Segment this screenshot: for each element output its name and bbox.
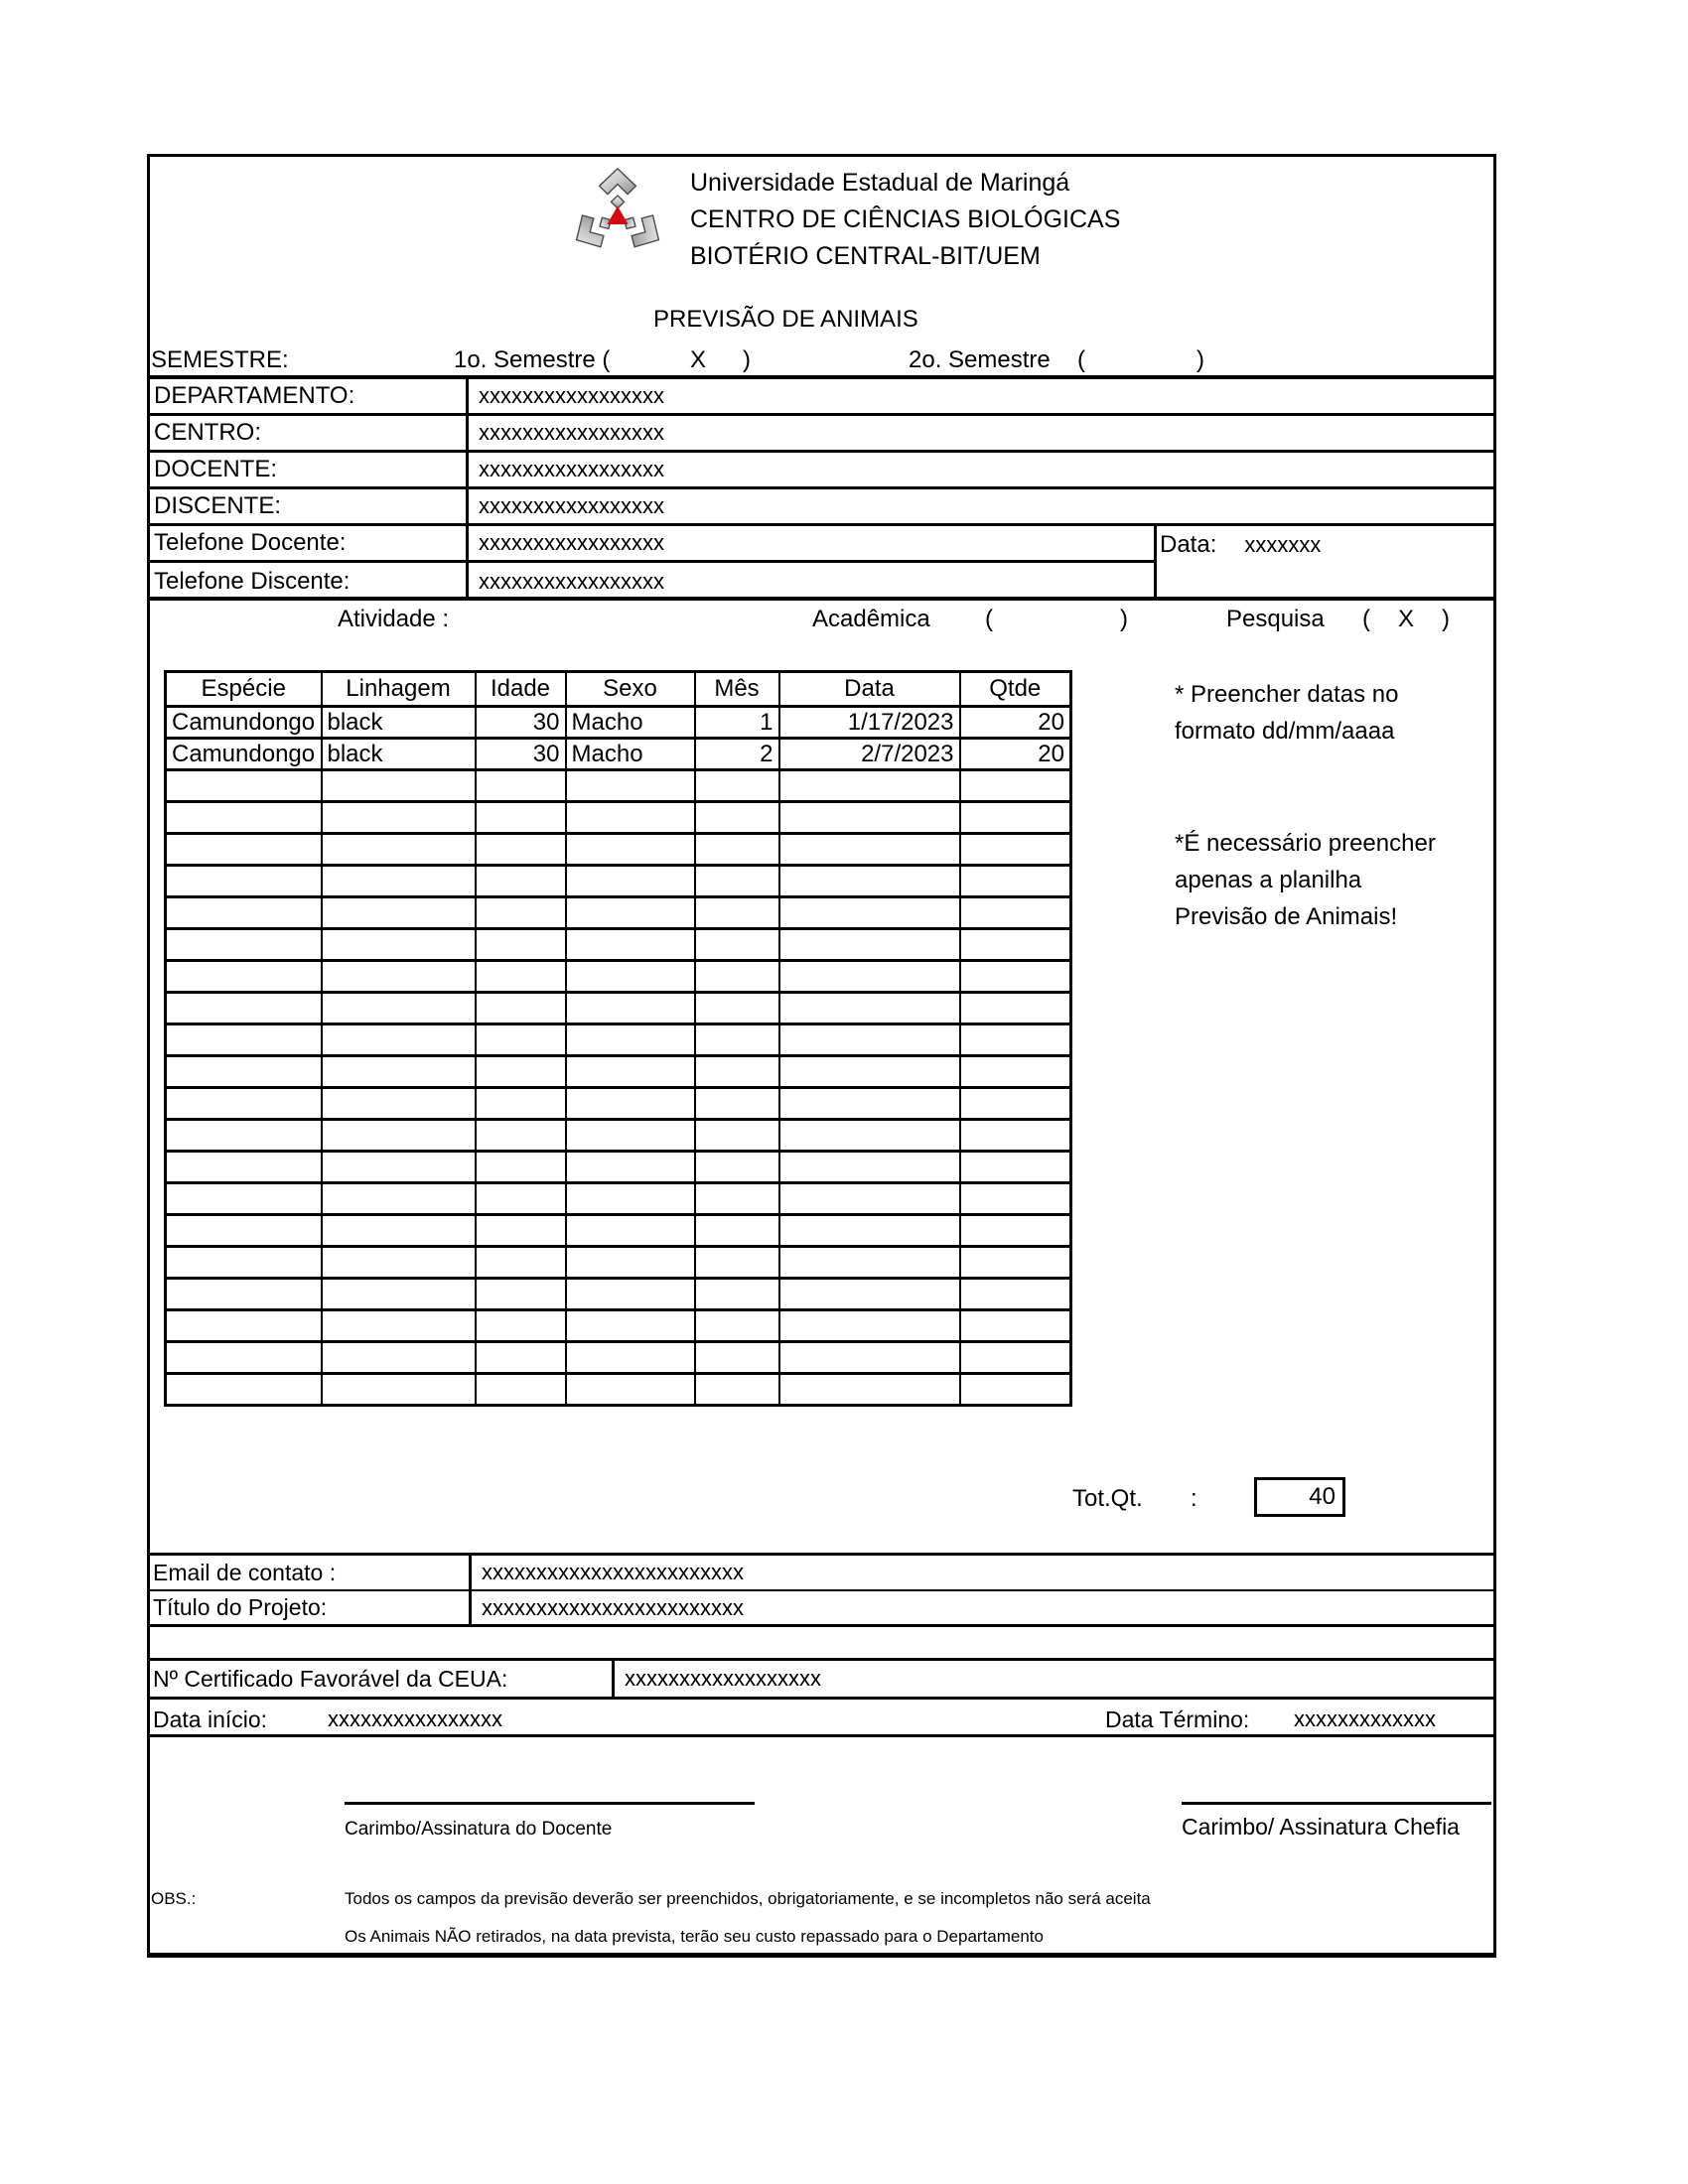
animal-cell[interactable] [566,993,695,1024]
animal-cell[interactable] [960,1152,1071,1183]
animal-cell[interactable] [476,1183,566,1215]
titulo-value[interactable]: xxxxxxxxxxxxxxxxxxxxxxxx [482,1594,744,1620]
animals-header-row [166,672,1071,707]
animal-cell[interactable] [322,1342,476,1374]
row-ceua [147,1661,1496,1700]
pesquisa-open: ( [1362,606,1370,632]
animal-cell[interactable] [322,1056,476,1088]
animal-row [166,834,1071,866]
animal-cell[interactable] [566,897,695,929]
row-titulo [147,1591,1496,1627]
note-planilha-line1: *É necessário preencher [1175,830,1436,857]
semestre1-mark[interactable]: X [690,346,707,373]
animal-cell[interactable] [166,1279,322,1310]
animal-cell[interactable] [779,1215,960,1247]
animal-cell[interactable] [566,1056,695,1088]
docente-label: DOCENTE: [150,453,469,486]
semestre1-label: 1o. Semestre ( [454,346,611,373]
animal-cell[interactable] [322,1024,476,1056]
animal-cell[interactable] [322,1215,476,1247]
animal-row [166,1024,1071,1056]
row-centro [150,416,1493,453]
animal-cell[interactable] [960,1120,1071,1152]
animal-cell[interactable] [166,1024,322,1056]
animal-cell[interactable] [322,1247,476,1279]
row-telefone-discente [150,563,1157,600]
animal-cell[interactable] [322,770,476,802]
animal-cell[interactable] [566,1342,695,1374]
animal-cell[interactable] [476,1215,566,1247]
animal-cell[interactable] [322,961,476,993]
animal-cell[interactable] [322,1152,476,1183]
animal-cell[interactable] [476,1342,566,1374]
animal-cell[interactable] [566,1215,695,1247]
animal-cell[interactable] [476,1310,566,1342]
academica-label: Acadêmica [812,606,930,632]
animal-row [166,1310,1071,1342]
row-telefone-docente [150,526,1157,563]
semestre2-open: ( [1077,346,1085,373]
animal-cell[interactable] [476,1374,566,1406]
titulo-label: Título do Projeto: [147,1591,472,1624]
animal-cell[interactable]: 20 [960,739,1071,770]
animal-cell[interactable] [960,993,1071,1024]
org-line-center: CENTRO DE CIÊNCIAS BIOLÓGICAS [690,205,1121,233]
departamento-value[interactable]: xxxxxxxxxxxxxxxxx [479,383,664,408]
telefone-discente-value[interactable]: xxxxxxxxxxxxxxxxx [479,568,664,594]
animal-cell[interactable] [322,897,476,929]
note-dates-line1: * Preencher datas no [1175,681,1399,708]
animal-row [166,993,1071,1024]
animal-cell[interactable] [566,834,695,866]
animal-cell[interactable]: 1 [695,707,779,739]
data-value[interactable]: xxxxxxx [1244,532,1322,557]
animal-cell[interactable] [779,993,960,1024]
animal-cell[interactable] [566,1374,695,1406]
animal-cell[interactable] [779,834,960,866]
animal-cell[interactable] [166,1056,322,1088]
telefone-discente-label: Telefone Discente: [150,563,469,600]
animal-cell[interactable] [695,1088,779,1120]
animal-cell[interactable] [960,1310,1071,1342]
departamento-label: DEPARTAMENTO: [150,379,469,413]
note-dates-line2: formato dd/mm/aaaa [1175,718,1395,745]
uem-logo [571,167,664,258]
centro-label: CENTRO: [150,416,469,450]
animal-cell[interactable] [695,1374,779,1406]
animal-cell[interactable] [566,1152,695,1183]
obs-label: OBS.: [151,1889,197,1908]
animal-cell[interactable] [166,834,322,866]
animals-col-header: Linhagem [322,672,476,707]
animal-cell[interactable] [695,1183,779,1215]
animal-cell[interactable] [476,1279,566,1310]
animal-cell[interactable] [166,1247,322,1279]
data-inicio-value[interactable]: xxxxxxxxxxxxxxxx [328,1706,502,1731]
animal-cell[interactable] [695,802,779,834]
animal-cell[interactable] [779,1183,960,1215]
animal-row [166,802,1071,834]
animals-table [164,670,1072,1407]
total-label: Tot.Qt. [1072,1485,1143,1512]
animal-cell[interactable] [960,1183,1071,1215]
animal-cell[interactable] [566,1120,695,1152]
animal-cell[interactable] [695,1310,779,1342]
animal-row [166,1247,1071,1279]
signature-label-docente: Carimbo/Assinatura do Docente [345,1819,613,1840]
animal-cell[interactable] [695,929,779,961]
animal-cell[interactable] [566,866,695,897]
animal-cell[interactable] [695,1247,779,1279]
total-separator: : [1191,1485,1197,1512]
animal-cell[interactable]: 20 [960,707,1071,739]
row-spacer [147,1627,1496,1661]
animal-cell[interactable] [166,993,322,1024]
logo-red-triangle [607,206,628,224]
animal-cell[interactable] [960,802,1071,834]
animal-row [166,770,1071,802]
animal-cell[interactable] [566,1247,695,1279]
animal-cell[interactable] [960,866,1071,897]
animal-row [166,739,1071,770]
animal-cell[interactable] [476,802,566,834]
note-dates [1175,676,1398,750]
note-planilha-line3: Previsão de Animais! [1175,903,1398,930]
animal-cell[interactable] [960,929,1071,961]
animal-cell[interactable] [322,1120,476,1152]
animal-cell[interactable] [166,802,322,834]
animal-cell[interactable] [566,770,695,802]
semestre-label: SEMESTRE: [151,346,289,373]
animal-cell[interactable] [166,1088,322,1120]
row-discente [150,489,1493,526]
email-value[interactable]: xxxxxxxxxxxxxxxxxxxxxxxx [482,1560,744,1584]
signature-line-chefia [1182,1802,1491,1805]
animal-cell[interactable] [476,1024,566,1056]
animal-cell[interactable] [695,961,779,993]
animal-cell[interactable] [322,1183,476,1215]
animal-cell[interactable] [779,961,960,993]
animal-cell[interactable] [779,1120,960,1152]
animal-cell[interactable] [322,993,476,1024]
ceua-label: Nº Certificado Favorável da CEUA: [147,1661,615,1697]
animal-cell[interactable] [476,834,566,866]
animal-cell[interactable] [960,961,1071,993]
animal-row [166,929,1071,961]
data-label: Data: [1160,531,1217,558]
animal-cell[interactable] [960,1374,1071,1406]
animal-cell[interactable] [566,1024,695,1056]
animal-cell[interactable] [322,1310,476,1342]
animal-cell[interactable] [476,1152,566,1183]
animal-row [166,1374,1071,1406]
animal-cell[interactable] [779,1342,960,1374]
data-termino-value[interactable]: xxxxxxxxxxxxx [1294,1706,1436,1731]
animal-cell[interactable]: Camundongo [166,739,322,770]
animal-cell[interactable] [779,929,960,961]
animal-row [166,1120,1071,1152]
animal-cell[interactable] [695,1279,779,1310]
animal-cell[interactable] [960,1342,1071,1374]
org-header [690,165,1120,275]
total-value-box[interactable]: 40 [1254,1477,1345,1517]
animal-row [166,961,1071,993]
animal-cell[interactable]: 2 [695,739,779,770]
row-email [147,1553,1496,1591]
animal-cell[interactable] [476,1056,566,1088]
animal-cell[interactable] [779,1247,960,1279]
animal-cell[interactable] [322,929,476,961]
discente-label: DISCENTE: [150,489,469,523]
animal-cell[interactable] [322,1374,476,1406]
animal-row [166,1279,1071,1310]
obs-line1: Todos os campos da previsão deverão ser preenchidos, obrigatoriamente, e se incompletos não será aceita [345,1889,1151,1908]
animal-cell[interactable] [166,961,322,993]
form-title: PREVISÃO DE ANIMAIS [653,306,918,333]
data-termino-label: Data Término: [1105,1706,1250,1732]
pesquisa-close: ) [1442,606,1450,632]
animal-cell[interactable]: black [322,739,476,770]
animal-cell[interactable] [166,1120,322,1152]
animal-cell[interactable] [695,770,779,802]
animal-cell[interactable] [960,1024,1071,1056]
animal-row [166,897,1071,929]
note-planilha-line2: apenas a planilha [1175,867,1362,893]
animal-cell[interactable]: 2/7/2023 [779,739,960,770]
discente-value[interactable]: xxxxxxxxxxxxxxxxx [479,493,664,518]
animal-cell[interactable] [695,897,779,929]
pesquisa-mark[interactable]: X [1398,606,1415,632]
animal-cell[interactable] [476,1120,566,1152]
atividade-label: Atividade : [338,606,450,632]
animal-cell[interactable] [566,1279,695,1310]
telefone-docente-value[interactable]: xxxxxxxxxxxxxxxxx [479,530,664,555]
row-datas [147,1700,1496,1737]
animal-cell[interactable] [166,866,322,897]
animal-cell[interactable] [166,1342,322,1374]
semestre1-close: ) [743,346,751,373]
signature-label-chefia: Carimbo/ Assinatura Chefia [1182,1814,1460,1840]
pesquisa-label: Pesquisa [1226,606,1325,632]
animal-cell[interactable] [476,929,566,961]
animal-cell[interactable] [476,1088,566,1120]
animals-col-header: Qtde [960,672,1071,707]
ceua-value[interactable]: xxxxxxxxxxxxxxxxxx [625,1666,821,1691]
centro-value[interactable]: xxxxxxxxxxxxxxxxx [479,420,664,445]
animal-cell[interactable] [476,770,566,802]
org-line-bioterio: BIOTÉRIO CENTRAL-BIT/UEM [690,242,1041,270]
animal-cell[interactable] [566,929,695,961]
animal-cell[interactable]: Macho [566,707,695,739]
animal-cell[interactable] [566,1183,695,1215]
animal-cell[interactable] [166,1374,322,1406]
animal-cell[interactable] [695,1024,779,1056]
animal-cell[interactable] [476,993,566,1024]
animal-cell[interactable] [476,1247,566,1279]
animal-cell[interactable] [695,1152,779,1183]
animal-cell[interactable] [166,770,322,802]
animal-cell[interactable] [476,961,566,993]
telefone-docente-label: Telefone Docente: [150,526,469,560]
animal-cell[interactable] [779,1152,960,1183]
animal-cell[interactable] [960,1088,1071,1120]
animal-cell[interactable] [779,897,960,929]
info-section-divider [147,597,1496,601]
animal-cell[interactable] [960,897,1071,929]
animal-cell[interactable] [166,897,322,929]
animals-col-header: Mês [695,672,779,707]
animal-cell[interactable] [166,1215,322,1247]
animal-row [166,1088,1071,1120]
academica-open: ( [985,606,993,632]
animal-cell[interactable] [779,1056,960,1088]
animal-row [166,707,1071,739]
note-planilha [1175,825,1436,935]
row-departamento [150,379,1493,416]
animal-row [166,866,1071,897]
animal-cell[interactable] [695,1056,779,1088]
data-cell [1160,526,1493,597]
animal-cell[interactable] [695,866,779,897]
animal-cell[interactable] [779,1088,960,1120]
animals-col-header: Data [779,672,960,707]
animal-cell[interactable] [566,961,695,993]
animal-cell[interactable]: Macho [566,739,695,770]
signature-line-docente [345,1802,755,1805]
animals-col-header: Sexo [566,672,695,707]
animal-row [166,1152,1071,1183]
animal-cell[interactable] [166,1152,322,1183]
animal-cell[interactable] [779,1310,960,1342]
animal-cell[interactable] [566,1088,695,1120]
org-line-university: Universidade Estadual de Maringá [690,169,1070,197]
data-inicio-label: Data início: [153,1706,268,1732]
animal-cell[interactable] [960,834,1071,866]
animal-cell[interactable] [779,1374,960,1406]
animal-row [166,1215,1071,1247]
animal-cell[interactable]: Camundongo [166,707,322,739]
animal-row [166,1183,1071,1215]
animal-cell[interactable] [476,866,566,897]
animal-cell[interactable] [322,834,476,866]
animal-cell[interactable] [566,1310,695,1342]
animal-cell[interactable] [779,866,960,897]
row-docente [150,453,1493,489]
animal-cell[interactable] [166,929,322,961]
animal-cell[interactable] [166,1183,322,1215]
animal-cell[interactable] [779,1279,960,1310]
email-label: Email de contato : [147,1556,472,1589]
animal-cell[interactable]: 1/17/2023 [779,707,960,739]
animal-cell[interactable] [695,834,779,866]
animal-cell[interactable] [960,770,1071,802]
semestre2-close: ) [1196,346,1204,373]
animal-cell[interactable] [322,1279,476,1310]
docente-value[interactable]: xxxxxxxxxxxxxxxxx [479,457,664,481]
obs-line2: Os Animais NÃO retirados, na data prevista, terão seu custo repassado para o Departamento [345,1927,1044,1946]
animal-cell[interactable]: 30 [476,739,566,770]
animal-cell[interactable] [566,802,695,834]
animal-cell[interactable] [695,1120,779,1152]
animal-cell[interactable]: 30 [476,707,566,739]
animal-cell[interactable] [695,1215,779,1247]
animal-cell[interactable] [476,897,566,929]
animal-cell[interactable] [779,802,960,834]
semestre2-label: 2o. Semestre [909,346,1051,373]
animal-cell[interactable] [779,1024,960,1056]
animal-cell[interactable] [322,866,476,897]
academica-close: ) [1120,606,1128,632]
animals-col-header: Espécie [166,672,322,707]
animal-cell[interactable] [695,993,779,1024]
animal-cell[interactable] [166,1310,322,1342]
animals-col-header: Idade [476,672,566,707]
animal-cell[interactable] [960,1247,1071,1279]
animal-cell[interactable] [779,770,960,802]
animal-cell[interactable] [960,1215,1071,1247]
animal-cell[interactable] [960,1279,1071,1310]
animal-cell[interactable] [322,1088,476,1120]
animal-row [166,1056,1071,1088]
animal-cell[interactable] [960,1056,1071,1088]
animal-cell[interactable]: black [322,707,476,739]
animal-row [166,1342,1071,1374]
animal-cell[interactable] [322,802,476,834]
animal-cell[interactable] [695,1342,779,1374]
